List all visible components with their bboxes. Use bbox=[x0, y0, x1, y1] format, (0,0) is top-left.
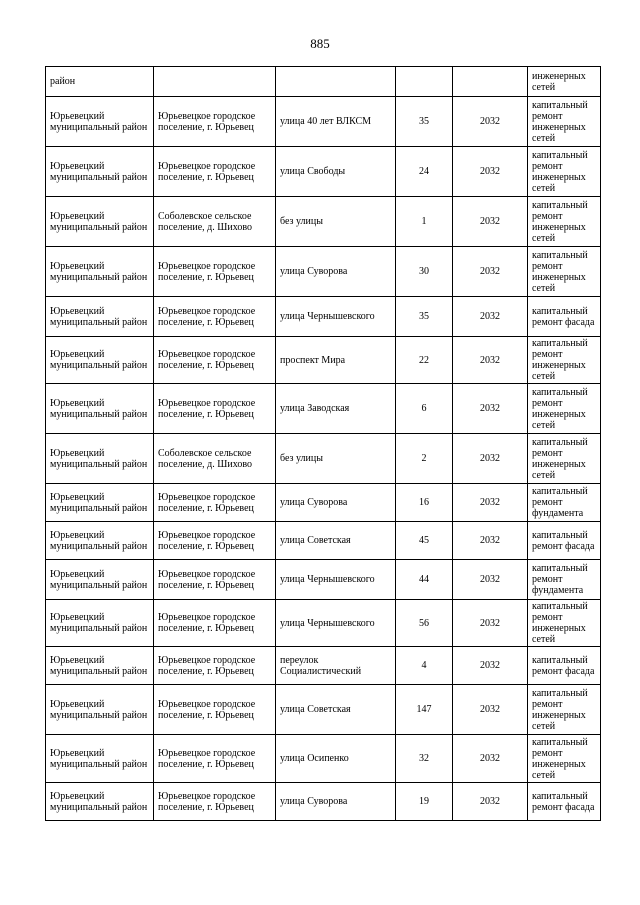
work-type-cell: капитальный ремонт инженерных сетей bbox=[528, 97, 601, 147]
house-number-cell: 1 bbox=[396, 197, 453, 247]
year-cell: 2032 bbox=[453, 197, 528, 247]
work-type-cell: капитальный ремонт инженерных сетей bbox=[528, 337, 601, 384]
settlement-cell: Юрьевецкое городское поселение, г. Юрьевец bbox=[154, 783, 276, 821]
work-type-cell: инженерных сетей bbox=[528, 67, 601, 97]
house-number-cell: 6 bbox=[396, 384, 453, 434]
settlement-cell: Юрьевецкое городское поселение, г. Юрьевец bbox=[154, 297, 276, 337]
work-type-cell: капитальный ремонт фасада bbox=[528, 783, 601, 821]
street-cell: улица Чернышевского bbox=[276, 560, 396, 600]
year-cell: 2032 bbox=[453, 434, 528, 484]
year-cell: 2032 bbox=[453, 337, 528, 384]
street-cell: улица Советская bbox=[276, 685, 396, 735]
table-row bbox=[46, 647, 601, 685]
street-cell: улица Суворова bbox=[276, 484, 396, 522]
district-cell: Юрьевецкий муниципальный район bbox=[46, 647, 154, 685]
street-cell: улица Заводская bbox=[276, 384, 396, 434]
district-cell: Юрьевецкий муниципальный район bbox=[46, 484, 154, 522]
table-row bbox=[46, 97, 601, 147]
year-cell: 2032 bbox=[453, 484, 528, 522]
house-number-cell bbox=[396, 67, 453, 97]
settlement-cell: Юрьевецкое городское поселение, г. Юрьевец bbox=[154, 685, 276, 735]
district-cell: Юрьевецкий муниципальный район bbox=[46, 197, 154, 247]
district-cell: Юрьевецкий муниципальный район bbox=[46, 147, 154, 197]
street-cell: без улицы bbox=[276, 434, 396, 484]
district-cell: Юрьевецкий муниципальный район bbox=[46, 384, 154, 434]
table-row bbox=[46, 384, 601, 434]
house-number-cell: 44 bbox=[396, 560, 453, 600]
work-type-cell: капитальный ремонт инженерных сетей bbox=[528, 147, 601, 197]
street-cell: проспект Мира bbox=[276, 337, 396, 384]
district-cell: Юрьевецкий муниципальный район bbox=[46, 247, 154, 297]
street-cell: улица Суворова bbox=[276, 247, 396, 297]
year-cell: 2032 bbox=[453, 297, 528, 337]
work-type-cell: капитальный ремонт инженерных сетей bbox=[528, 685, 601, 735]
work-type-cell: капитальный ремонт фасада bbox=[528, 647, 601, 685]
district-cell: Юрьевецкий муниципальный район bbox=[46, 783, 154, 821]
year-cell: 2032 bbox=[453, 522, 528, 560]
house-number-cell: 22 bbox=[396, 337, 453, 384]
district-cell: Юрьевецкий муниципальный район bbox=[46, 522, 154, 560]
table-row bbox=[46, 484, 601, 522]
street-cell: улица Советская bbox=[276, 522, 396, 560]
year-cell: 2032 bbox=[453, 97, 528, 147]
district-cell: Юрьевецкий муниципальный район bbox=[46, 685, 154, 735]
work-type-cell: капитальный ремонт фундамента bbox=[528, 484, 601, 522]
street-cell: переулок Социалистический bbox=[276, 647, 396, 685]
street-cell: улица Чернышевского bbox=[276, 600, 396, 647]
table-row bbox=[46, 600, 601, 647]
district-cell: Юрьевецкий муниципальный район bbox=[46, 97, 154, 147]
settlement-cell: Юрьевецкое городское поселение, г. Юрьевец bbox=[154, 522, 276, 560]
year-cell: 2032 bbox=[453, 685, 528, 735]
table-row bbox=[46, 337, 601, 384]
street-cell: без улицы bbox=[276, 197, 396, 247]
settlement-cell bbox=[154, 67, 276, 97]
work-type-cell: капитальный ремонт инженерных сетей bbox=[528, 197, 601, 247]
settlement-cell: Юрьевецкое городское поселение, г. Юрьевец bbox=[154, 147, 276, 197]
table-row bbox=[46, 147, 601, 197]
settlement-cell: Юрьевецкое городское поселение, г. Юрьевец bbox=[154, 484, 276, 522]
table-row bbox=[46, 783, 601, 821]
house-number-cell: 24 bbox=[396, 147, 453, 197]
district-cell: район bbox=[46, 67, 154, 97]
district-cell: Юрьевецкий муниципальный район bbox=[46, 297, 154, 337]
work-type-cell: капитальный ремонт инженерных сетей bbox=[528, 247, 601, 297]
table-row bbox=[46, 685, 601, 735]
settlement-cell: Юрьевецкое городское поселение, г. Юрьевец bbox=[154, 337, 276, 384]
table-row bbox=[46, 735, 601, 783]
year-cell: 2032 bbox=[453, 647, 528, 685]
street-cell: улица Суворова bbox=[276, 783, 396, 821]
table-body bbox=[46, 67, 601, 821]
house-number-cell: 16 bbox=[396, 484, 453, 522]
settlement-cell: Юрьевецкое городское поселение, г. Юрьевец bbox=[154, 647, 276, 685]
table-row bbox=[46, 67, 601, 97]
settlement-cell: Соболевское сельское поселение, д. Шихово bbox=[154, 197, 276, 247]
table-row bbox=[46, 560, 601, 600]
work-type-cell: капитальный ремонт инженерных сетей bbox=[528, 434, 601, 484]
year-cell: 2032 bbox=[453, 247, 528, 297]
district-cell: Юрьевецкий муниципальный район bbox=[46, 600, 154, 647]
house-number-cell: 30 bbox=[396, 247, 453, 297]
street-cell: улица Осипенко bbox=[276, 735, 396, 783]
settlement-cell: Соболевское сельское поселение, д. Шихово bbox=[154, 434, 276, 484]
table-row bbox=[46, 522, 601, 560]
settlement-cell: Юрьевецкое городское поселение, г. Юрьевец bbox=[154, 560, 276, 600]
house-number-cell: 4 bbox=[396, 647, 453, 685]
district-cell: Юрьевецкий муниципальный район bbox=[46, 337, 154, 384]
street-cell bbox=[276, 67, 396, 97]
house-number-cell: 2 bbox=[396, 434, 453, 484]
work-type-cell: капитальный ремонт инженерных сетей bbox=[528, 384, 601, 434]
year-cell: 2032 bbox=[453, 735, 528, 783]
district-cell: Юрьевецкий муниципальный район bbox=[46, 560, 154, 600]
house-number-cell: 147 bbox=[396, 685, 453, 735]
house-number-cell: 56 bbox=[396, 600, 453, 647]
year-cell: 2032 bbox=[453, 384, 528, 434]
house-number-cell: 35 bbox=[396, 297, 453, 337]
district-cell: Юрьевецкий муниципальный район bbox=[46, 735, 154, 783]
work-type-cell: капитальный ремонт инженерных сетей bbox=[528, 735, 601, 783]
settlement-cell: Юрьевецкое городское поселение, г. Юрьевец bbox=[154, 97, 276, 147]
house-number-cell: 32 bbox=[396, 735, 453, 783]
work-type-cell: капитальный ремонт фундамента bbox=[528, 560, 601, 600]
year-cell: 2032 bbox=[453, 600, 528, 647]
work-type-cell: капитальный ремонт фасада bbox=[528, 297, 601, 337]
street-cell: улица Чернышевского bbox=[276, 297, 396, 337]
table-row bbox=[46, 197, 601, 247]
settlement-cell: Юрьевецкое городское поселение, г. Юрьевец bbox=[154, 600, 276, 647]
street-cell: улица Свободы bbox=[276, 147, 396, 197]
table-row bbox=[46, 297, 601, 337]
year-cell: 2032 bbox=[453, 560, 528, 600]
page-number: 885 bbox=[310, 36, 330, 51]
house-number-cell: 19 bbox=[396, 783, 453, 821]
year-cell: 2032 bbox=[453, 147, 528, 197]
work-type-cell: капитальный ремонт фасада bbox=[528, 522, 601, 560]
table-row bbox=[46, 434, 601, 484]
district-cell: Юрьевецкий муниципальный район bbox=[46, 434, 154, 484]
settlement-cell: Юрьевецкое городское поселение, г. Юрьевец bbox=[154, 735, 276, 783]
work-type-cell: капитальный ремонт инженерных сетей bbox=[528, 600, 601, 647]
settlement-cell: Юрьевецкое городское поселение, г. Юрьевец bbox=[154, 384, 276, 434]
year-cell bbox=[453, 67, 528, 97]
settlement-cell: Юрьевецкое городское поселение, г. Юрьевец bbox=[154, 247, 276, 297]
housing-repair-table bbox=[45, 66, 601, 821]
house-number-cell: 45 bbox=[396, 522, 453, 560]
street-cell: улица 40 лет ВЛКСМ bbox=[276, 97, 396, 147]
year-cell: 2032 bbox=[453, 783, 528, 821]
table-row bbox=[46, 247, 601, 297]
house-number-cell: 35 bbox=[396, 97, 453, 147]
